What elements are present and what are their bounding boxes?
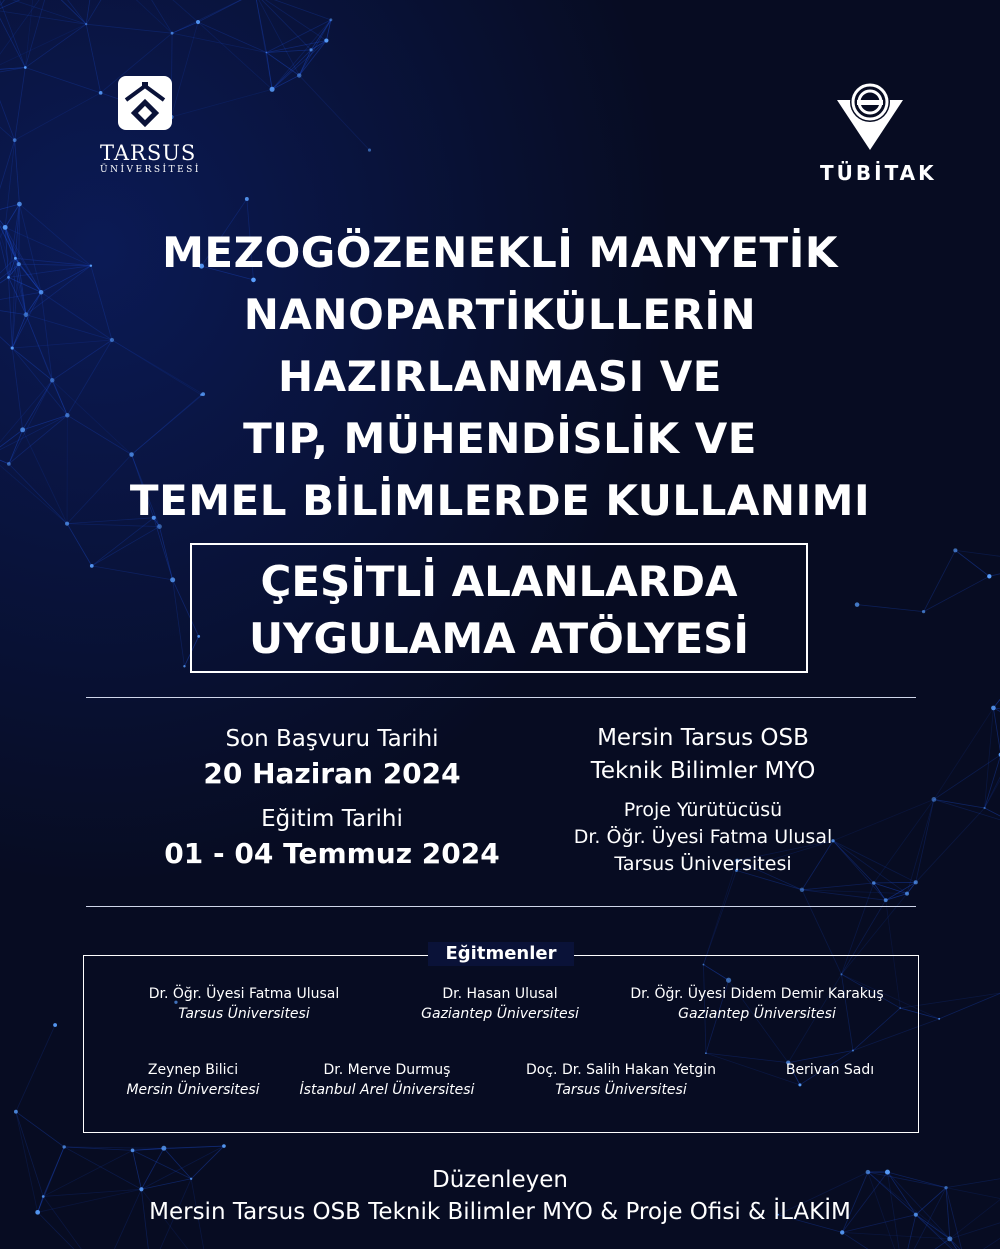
trainer-university: Tarsus Üniversitesi <box>555 1082 687 1098</box>
title-line: MEZOGÖZENEKLİ MANYETİK <box>162 228 838 277</box>
network-dot <box>840 1230 844 1234</box>
network-line <box>266 52 299 75</box>
network-line <box>299 75 369 150</box>
network-dot <box>53 1023 57 1027</box>
network-line <box>198 22 266 52</box>
network-line <box>0 430 23 456</box>
network-line <box>92 527 160 566</box>
network-dot <box>13 138 17 142</box>
title-line: HAZIRLANMASI VE <box>278 352 722 401</box>
network-dot <box>266 52 268 54</box>
network-line <box>934 799 1000 825</box>
network-line <box>916 1215 950 1239</box>
network-line <box>874 883 886 900</box>
network-line <box>703 871 736 965</box>
network-line <box>92 566 173 580</box>
trainer-card <box>114 984 374 1024</box>
network-line <box>916 1215 997 1249</box>
network-dot <box>905 892 909 896</box>
network-line <box>272 50 311 89</box>
network-line <box>857 605 924 612</box>
network-line <box>255 0 299 75</box>
network-line <box>934 708 994 800</box>
trainer-card <box>700 1060 960 1080</box>
network-dot <box>14 1110 18 1114</box>
network-dot <box>368 149 371 152</box>
title-line: TIP, MÜHENDİSLİK VE <box>243 414 757 463</box>
network-line <box>0 204 19 211</box>
network-dot <box>42 1195 45 1198</box>
network-line <box>950 1239 997 1249</box>
network-line <box>802 883 874 890</box>
network-line <box>172 33 266 52</box>
network-line <box>272 20 331 89</box>
network-line <box>916 808 985 882</box>
network-line <box>0 81 15 140</box>
network-line <box>198 22 272 89</box>
network-dot <box>947 1236 952 1241</box>
tubitak-logo <box>820 78 937 188</box>
network-line <box>993 694 1000 708</box>
network-dot <box>196 20 200 24</box>
trainer-name: Dr. Hasan Ulusal <box>442 986 558 1002</box>
network-line <box>950 1208 1000 1239</box>
network-line <box>934 799 985 808</box>
network-dot <box>991 706 996 711</box>
network-line <box>0 10 86 24</box>
organizer-label: Düzenleyen <box>432 1167 568 1193</box>
network-line <box>25 24 86 67</box>
network-dot <box>24 312 29 317</box>
network-line <box>16 1025 55 1112</box>
network-dot <box>14 257 17 260</box>
project-executive-university: Tarsus Üniversitesi <box>614 853 792 875</box>
trainer-name: Zeynep Bilici <box>147 1062 239 1078</box>
network-dot <box>85 23 87 25</box>
network-line <box>86 0 95 24</box>
trainer-university: Mersin Üniversitesi <box>126 1082 260 1098</box>
workshop-line: ÇEŞİTLİ ALANLARDA <box>260 557 738 606</box>
network-dot <box>17 202 22 207</box>
network-line <box>0 0 25 68</box>
location-line: Mersin Tarsus OSB <box>597 725 809 751</box>
network-dot <box>953 548 957 552</box>
trainer-name: Berivan Sadı <box>785 1062 875 1078</box>
network-dot <box>183 665 185 667</box>
network-dot <box>3 225 8 230</box>
network-line <box>126 0 172 33</box>
network-line <box>924 550 956 611</box>
network-line <box>255 0 326 41</box>
training-date: 01 - 04 Temmuz 2024 <box>164 837 500 870</box>
network-dot <box>324 38 328 42</box>
network-line <box>16 1112 64 1147</box>
network-dot <box>329 18 332 21</box>
network-line <box>842 1232 950 1238</box>
network-line <box>255 0 331 20</box>
trainer-university: Tarsus Üniversitesi <box>178 1006 310 1022</box>
network-line <box>86 0 126 24</box>
network-line <box>916 1188 946 1215</box>
trainer-university: Gaziantep Üniversitesi <box>678 1006 836 1022</box>
network-dot <box>11 346 14 349</box>
network-line <box>159 527 172 580</box>
application-deadline-label: Son Başvuru Tarihi <box>225 726 439 752</box>
network-line <box>886 894 907 901</box>
network-dot <box>944 1186 947 1189</box>
network-line <box>16 1112 38 1213</box>
network-line <box>985 725 1000 808</box>
network-line <box>15 68 26 141</box>
network-dot <box>171 32 174 35</box>
network-line <box>95 0 172 33</box>
network-dot <box>922 610 925 613</box>
network-line <box>0 277 8 305</box>
network-line <box>989 563 1000 577</box>
tarsus-logo-subtitle: ÜNİVERSİTESİ <box>100 165 201 175</box>
network-line <box>924 576 990 611</box>
top-divider <box>86 697 916 698</box>
network-dot <box>161 1146 166 1151</box>
network-line <box>15 93 101 140</box>
network-line <box>0 0 48 70</box>
trainer-name: Dr. Öğr. Üyesi Fatma Ulusal <box>148 986 340 1002</box>
organizer-text: Mersin Tarsus OSB Teknik Bilimler MYO & Proje Ofisi & İLAKİM <box>149 1199 851 1225</box>
training-date-label: Eğitim Tarihi <box>261 806 403 832</box>
network-dot <box>297 73 301 77</box>
application-deadline-date: 20 Haziran 2024 <box>203 757 461 790</box>
network-dot <box>270 87 275 92</box>
network-dot <box>884 898 888 902</box>
network-line <box>272 41 326 90</box>
trainer-university: İstanbul Arel Üniversitesi <box>299 1082 475 1098</box>
tubitak-emblem-icon <box>833 78 907 152</box>
network-line <box>15 140 20 204</box>
workshop-line: UYGULAMA ATÖLYESİ <box>248 614 750 663</box>
network-dot <box>35 1210 40 1215</box>
network-dot <box>17 262 21 266</box>
network-line <box>946 1188 1000 1208</box>
trainer-name: Doç. Dr. Salih Hakan Yetgin <box>526 1062 716 1078</box>
bottom-divider <box>86 906 916 907</box>
network-line <box>0 24 86 70</box>
network-line <box>86 24 100 93</box>
location-line: Teknik Bilimler MYO <box>590 758 816 784</box>
network-dot <box>24 66 27 69</box>
event-title <box>40 222 960 532</box>
trainer-card <box>627 984 887 1024</box>
trainer-name: Dr. Merve Durmuş <box>323 1062 451 1078</box>
network-dot <box>131 1148 135 1152</box>
trainer-card <box>257 1060 517 1100</box>
tarsus-logo-name: TARSUS <box>100 141 197 165</box>
network-line <box>907 799 934 893</box>
dates-section <box>150 722 514 872</box>
network-line <box>939 993 1000 1019</box>
tarsus-university-logo <box>100 76 201 186</box>
network-dot <box>309 48 312 51</box>
network-line <box>25 68 100 93</box>
network-dot <box>62 1145 65 1148</box>
workshop-subtitle-box <box>190 543 808 673</box>
network-line <box>26 292 41 314</box>
tarsus-university-emblem-icon <box>118 76 172 130</box>
network-line <box>38 1196 44 1212</box>
network-line <box>934 755 1000 800</box>
network-line <box>0 227 5 305</box>
network-line <box>950 1239 965 1249</box>
network-line <box>86 24 172 33</box>
location-section <box>553 722 853 878</box>
network-dot <box>800 888 804 892</box>
network-line <box>985 808 1000 826</box>
network-line <box>874 882 916 883</box>
network-dot <box>222 1144 226 1148</box>
network-line <box>198 0 255 22</box>
network-line <box>0 68 25 82</box>
network-line <box>16 1112 43 1197</box>
network-line <box>0 211 8 277</box>
tubitak-logo-name: TÜBİTAK <box>820 161 937 185</box>
network-dot <box>983 807 985 809</box>
network-dot <box>914 880 918 884</box>
organizer-section <box>80 1165 920 1229</box>
network-line <box>993 708 1000 755</box>
trainers-box <box>83 955 919 1133</box>
network-line <box>946 1173 1000 1188</box>
network-dot <box>245 197 249 201</box>
network-dot <box>20 427 25 432</box>
network-line <box>48 0 86 24</box>
network-line <box>0 140 15 211</box>
trainer-university: Gaziantep Üniversitesi <box>421 1006 579 1022</box>
project-executive-label: Proje Yürütücüsü <box>623 799 783 821</box>
trainer-name: Dr. Öğr. Üyesi Didem Demir Karakuş <box>630 986 884 1002</box>
network-dot <box>987 574 991 578</box>
trainers-title: Eğitmenler <box>428 942 574 966</box>
network-line <box>43 1147 64 1197</box>
network-dot <box>855 602 860 607</box>
title-line: NANOPARTİKÜLLERİN <box>243 290 757 339</box>
title-line: TEMEL BİLİMLERDE KULLANIMI <box>129 476 871 525</box>
network-line <box>12 292 41 348</box>
project-executive-name: Dr. Öğr. Üyesi Fatma Ulusal <box>573 826 833 848</box>
network-line <box>126 0 198 22</box>
network-dot <box>7 462 11 466</box>
network-line <box>955 550 1000 562</box>
network-dot <box>170 577 175 582</box>
network-dot <box>872 881 876 885</box>
network-dot <box>938 1018 940 1020</box>
network-dot <box>7 276 10 279</box>
network-dot <box>90 564 94 568</box>
trainer-card <box>370 984 630 1024</box>
network-dot <box>932 797 937 802</box>
